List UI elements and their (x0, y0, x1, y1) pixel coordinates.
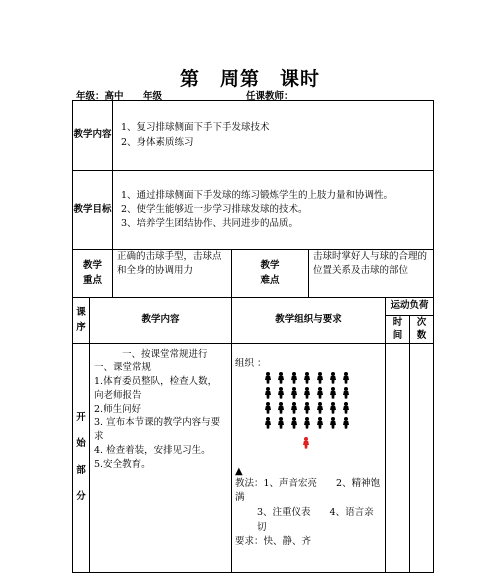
start-line: 5.安全教育。 (94, 458, 151, 470)
student-icon (330, 417, 336, 429)
student-icon (304, 417, 310, 429)
student-icon (278, 372, 284, 384)
student-icon (265, 417, 271, 429)
start-part-org (232, 343, 386, 572)
student-icon (291, 387, 297, 399)
student-icon (317, 402, 323, 414)
formation-area (232, 344, 385, 572)
student-icon (304, 372, 310, 384)
time-header-text: 时间 (392, 317, 403, 342)
triangle-icon: ▲ (235, 465, 243, 477)
hard-label-line: 教学 (260, 260, 280, 272)
student-icon (265, 372, 271, 384)
key-label-line: 重点 (83, 274, 103, 286)
start-line: 3. 宣布本节课的教学内容与要求 (94, 417, 221, 443)
student-icon (304, 387, 310, 399)
student-icon (304, 402, 310, 414)
org-requirements (235, 477, 383, 551)
student-icon (317, 387, 323, 399)
goal-item: 1、通过排球侧面下手发球的练习锻炼学生的上肢力量和协调性。 (121, 189, 394, 201)
count-header (410, 316, 434, 344)
sequence-header-text: 课序 (76, 307, 86, 334)
teacher-label: 任课教师： (246, 91, 294, 102)
page-title: 第 周第 课时 (179, 68, 320, 90)
student-icon (343, 417, 349, 429)
goals-label: 教学目标 (73, 171, 113, 250)
start-line: 4. 检查着装，安排见习生。 (94, 444, 211, 456)
content-item: 1、复习排球侧面下手下手发球技术 (121, 122, 270, 134)
org-header: 教学组织与要求 (232, 298, 386, 344)
difficulty-label (232, 250, 309, 298)
student-icon (265, 402, 271, 414)
start-part-count (410, 343, 434, 572)
org-req-line: 3、注重仪表 4、语言亲切 (257, 507, 374, 533)
student-icon (330, 402, 336, 414)
student-icon (317, 372, 323, 384)
student-icon (317, 417, 323, 429)
goals-row (73, 171, 434, 250)
goal-item: 2、使学生能够近一步学习排球发球的技术。 (121, 203, 308, 215)
difficulty-text: 击球时掌好人与球的合理的位置关系及击球的部位 (309, 250, 434, 298)
start-part-time (386, 343, 410, 572)
start-part-row (73, 343, 434, 572)
start-part-label (73, 343, 90, 572)
start-part-char: 开 (76, 412, 86, 424)
student-icon (265, 387, 271, 399)
content-item: 2、身体素质练习 (121, 136, 194, 148)
student-icon (291, 402, 297, 414)
count-header-text: 次数 (416, 317, 427, 342)
start-part-char: 始 (76, 438, 86, 450)
grade-blank-label: 年级 (143, 91, 163, 102)
goals-cell (113, 171, 434, 250)
sequence-header (73, 298, 90, 344)
start-part-char: 分 (76, 490, 86, 502)
teacher-icon (303, 437, 309, 449)
goal-item: 3、培养学生团结协作、共同进步的品质。 (121, 218, 299, 230)
key-label-line: 教学 (83, 260, 103, 272)
start-part-char: 部 (76, 464, 86, 476)
content-row (73, 101, 434, 171)
student-icon (291, 417, 297, 429)
start-line: 一、按课堂常规进行 (122, 348, 208, 360)
start-line: 1.体育委员整队，检查人数，向老师报告 (94, 376, 218, 401)
student-icon (343, 372, 349, 384)
content-header: 教学内容 (90, 298, 232, 344)
org-req-line: 教法：1、声音宏亮 2、精神饱满 (235, 477, 381, 504)
focus-row (73, 250, 434, 298)
org-req-line: 要求：快、静、齐 (235, 536, 312, 548)
key-points-text: 正确的击球手型，击球点和全身的协调用力 (113, 250, 232, 298)
start-line: 2.师生问好 (94, 403, 142, 415)
load-header: 运动负荷 (386, 298, 434, 316)
start-line: 一、课堂常规 (94, 362, 152, 374)
start-part-content (90, 343, 232, 572)
student-icon (330, 372, 336, 384)
student-icon (291, 372, 297, 384)
content-cell (113, 101, 434, 171)
student-icon (343, 402, 349, 414)
key-points-label (73, 250, 113, 298)
student-icon (343, 387, 349, 399)
student-icon (330, 387, 336, 399)
student-icon (278, 402, 284, 414)
org-label: 组织 ： (235, 357, 267, 369)
header-row-1 (73, 298, 434, 316)
hard-label-line: 难点 (260, 274, 280, 286)
student-icon (278, 417, 284, 429)
content-label: 教学内容 (73, 101, 113, 171)
lesson-plan-table (72, 100, 434, 573)
time-header (386, 316, 410, 344)
grade-label: 年级：高中 (76, 91, 124, 102)
student-icon (278, 387, 284, 399)
